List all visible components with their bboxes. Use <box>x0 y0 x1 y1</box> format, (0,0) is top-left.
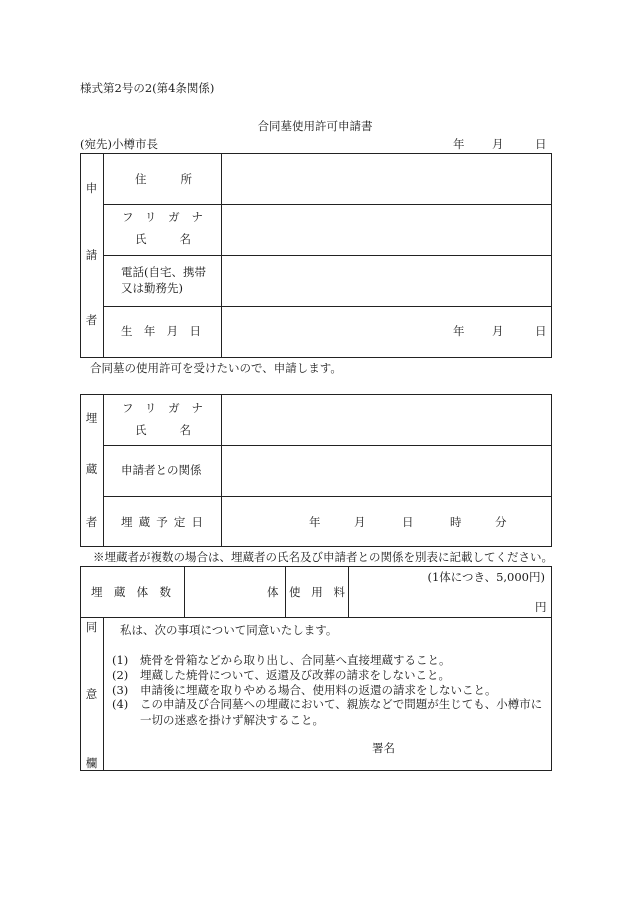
burial-minute-label: 分 <box>495 515 507 529</box>
fee-unit: 円 <box>535 600 547 614</box>
consent-item-text: この申請及び合同墓への埋蔵において、親族などで問題が生じても、小樽市に <box>140 697 543 711</box>
deceased-name-label: 氏名 <box>135 423 191 437</box>
submission-date-day-label: 日 <box>535 137 547 151</box>
burial-year-label: 年 <box>309 515 321 529</box>
applicant-section-label: 申 <box>85 181 98 195</box>
applicant-phone-field[interactable] <box>222 256 551 306</box>
multiple-burial-note: ※埋蔵者が複数の場合は、埋蔵者の氏名及び申請者との関係を別表に記載してください。 <box>93 550 553 564</box>
consent-table-divider <box>103 617 104 771</box>
applicant-furigana-label: フリガナ <box>122 210 203 224</box>
consent-section-label: 同 <box>85 620 98 634</box>
submission-date-year-label: 年 <box>453 137 465 151</box>
birthdate-year-label: 年 <box>453 324 465 338</box>
consent-item-number: (4) <box>112 697 129 711</box>
applicant-birthdate-label: 生年月日 <box>121 324 201 338</box>
deceased-name-field[interactable] <box>222 395 551 445</box>
consent-item-number: (1) <box>112 653 129 667</box>
fee-rate-note: (1体につき、5,000円) <box>427 570 545 584</box>
deceased-table-divider <box>103 394 104 547</box>
consent-item-text: 埋蔵した焼骨について、返還及び改葬の請求をしないこと。 <box>140 668 451 682</box>
signature-label: 署名 <box>372 741 395 755</box>
form-number: 様式第2号の2(第4条関係) <box>80 81 215 95</box>
burial-day-label: 日 <box>402 515 414 529</box>
consent-item-number: (2) <box>112 668 129 682</box>
consent-section-label: 意 <box>85 687 98 701</box>
deceased-relation-label: 申請者との関係 <box>121 463 202 477</box>
deceased-section-label: 埋 <box>85 411 98 425</box>
consent-section-label: 欄 <box>85 756 98 770</box>
burial-count-unit: 体 <box>267 585 279 599</box>
birthdate-day-label: 日 <box>535 324 547 338</box>
consent-intro: 私は、次の事項について同意いたします。 <box>120 623 338 637</box>
fee-label: 使用料 <box>289 585 345 599</box>
submission-date-month-label: 月 <box>492 137 504 151</box>
burial-date-label: 埋蔵予定日 <box>121 515 203 529</box>
applicant-address-field[interactable] <box>222 154 551 204</box>
applicant-name-field[interactable] <box>222 205 551 255</box>
applicant-section-label: 請 <box>85 248 98 262</box>
consent-item-number: (3) <box>112 683 129 697</box>
consent-item-text: 焼骨を骨箱などから取り出し、合同墓へ直接埋蔵すること。 <box>140 653 451 667</box>
deceased-furigana-label: フリガナ <box>122 401 203 415</box>
fee-table-divider <box>285 566 286 618</box>
applicant-phone-label: 又は勤務先) <box>121 281 183 295</box>
applicant-address-label: 住所 <box>135 172 192 186</box>
deceased-relation-field[interactable] <box>222 446 551 496</box>
addressee: (宛先)小樽市長 <box>80 137 158 151</box>
consent-item-text: 申請後に埋蔵を取りやめる場合、使用料の返還の請求をしないこと。 <box>140 683 497 697</box>
application-statement: 合同墓の使用許可を受けたいので、申請します。 <box>90 361 342 375</box>
deceased-section-label: 者 <box>85 515 98 529</box>
consent-item-text: 一切の迷惑を掛けず解決すること。 <box>140 713 324 727</box>
birthdate-month-label: 月 <box>492 324 504 338</box>
applicant-section-label: 者 <box>85 313 98 327</box>
signature-field[interactable] <box>400 737 545 759</box>
applicant-name-label: 氏名 <box>135 232 191 246</box>
applicant-phone-label: 電話(自宅、携帯 <box>121 265 206 279</box>
burial-count-label: 埋蔵体数 <box>91 585 171 599</box>
burial-hour-label: 時 <box>450 515 462 529</box>
burial-month-label: 月 <box>354 515 366 529</box>
deceased-section-label: 蔵 <box>85 462 98 476</box>
form-title: 合同墓使用許可申請書 <box>257 119 373 133</box>
